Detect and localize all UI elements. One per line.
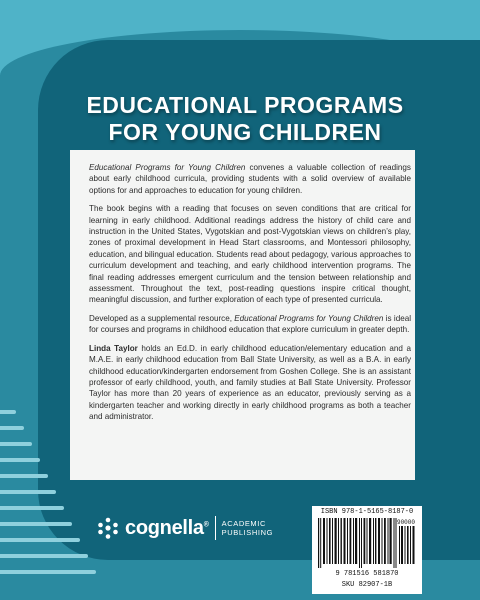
sku-text: SKU 82907-1B (341, 581, 393, 589)
purpose-paragraph (89, 313, 411, 336)
book-title (60, 92, 430, 146)
decorative-stripes (0, 410, 70, 580)
author-bio-text: holds an Ed.D. in early childhood education/elementary education and a M.A.E. in early childhood education from Ball State University, as well as a B.A. in early childhood education/kindergarten endorsement from Goshen College. She is an assistant professor of early childhood, youth, and family studies at Ball State University. Professor Taylor has more than 20 years of experience as an educator, previously serving as a kindergarten teacher and working directly in early childhood programs as both a teacher and administrator. (89, 343, 411, 422)
author-name: Linda Taylor (89, 343, 138, 353)
purpose-text-end: is ideal for courses and programs in childhood education that explore curriculum in greater depth. (89, 313, 411, 335)
publisher-sub-line-1: ACADEMIC (221, 519, 266, 528)
book-title-italic: Educational Programs for Young Children (89, 163, 246, 172)
contents-paragraph: The book begins with a reading that focuses on seven conditions that are critical for learning in early childhood. Additional readings address the history of child care and instruction in the United States, Vygotskian and post-Vygotskian views on children’s play, zones of proximal development in Head Start classrooms, and Montessori philosophy, education, and bilingual education. Students read about pedagogy, various approaches to curriculum development and teaching, and early childhood intervention programs. The final reading addresses emergent curriculum and the tension between relationship and assessment. Throughout the text, post-reading questions inspire critical thought, meaningful discussion, and further exploration of each type of presented curricula. (89, 204, 411, 305)
isbn-text: ISBN 978-1-5165-8187-0 (320, 508, 414, 516)
book-title-italic-2: Educational Programs for Young Children (234, 313, 384, 323)
cognella-dots-icon (97, 517, 119, 539)
price-code: 90000 (396, 519, 416, 526)
publisher-logo (97, 516, 273, 540)
intro-text: convenes a valuable collection of readings about early childhood curricula, providing students with a solid overview of available options for and approaches to education for young children. (89, 163, 411, 195)
publisher-subtitle (222, 519, 273, 537)
publisher-name: cognella® (125, 516, 209, 539)
publisher-sub-line-2: PUBLISHING (221, 528, 274, 537)
logo-divider (215, 516, 216, 540)
barcode-label (312, 506, 422, 594)
author-bio-paragraph (89, 343, 411, 423)
title-line-2: FOR YOUNG CHILDREN (108, 119, 382, 145)
purpose-text-start: Developed as a supplemental resource, (89, 313, 235, 323)
back-cover-text (89, 162, 411, 430)
title-line-1: EDUCATIONAL PROGRAMS (86, 92, 404, 118)
barcode-bars (318, 518, 416, 568)
barcode-number: 9 781516 581870 (335, 570, 399, 578)
intro-paragraph (89, 162, 411, 196)
trademark-mark: ® (203, 520, 209, 528)
